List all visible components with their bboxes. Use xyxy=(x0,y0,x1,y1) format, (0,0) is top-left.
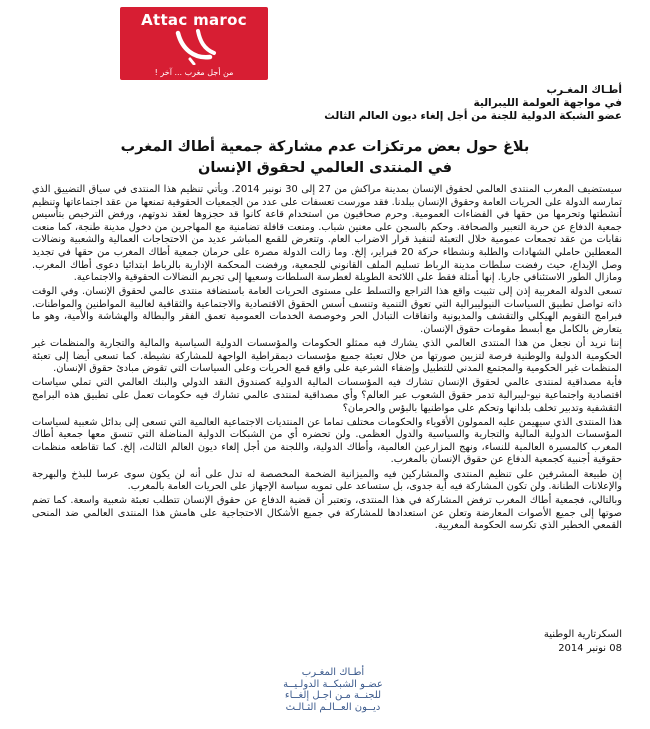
document-body xyxy=(32,184,622,535)
body-paragraph: سيستضيف المغرب المنتدى العالمي لحقوق الإنسان بمدينة مراكش من 27 إلى 30 نونبر 2014. ويأتي تنظيم هذا المنتدى في سياق التضييق الذي تمارسه الدولة على الحريات العامة وحقوق الإنسان ببلدنا. فقد مورست تعسفات على عدد من الجمعيات الحقوقية تمنعها من عقد اجتماعاتها وتنظيم أنشطتها وتحرمها من حقها في الفضاءات العمومية. وحرم صحافيون من استخدام قاعة كانوا قد حجزوها لعقد ندوتهم، ورفض الترخيص بتأسيس جمعية الدفاع عن حرية التعبير والصحافة. وحكم بالسجن على مغنين شباب. ومنعت قافلة تضامنية مع المهاجرين من دخول مدينة طنجة، كما منعت نقابات من عقد تجمعات عمومية خلال التعبئة لتنفيذ قرار الاضراب العام. وتتعرض للقمع المباشر عديد من الاحتجاجات العمالية والشعبية ونضالات المعطلين حاملي الشهادات والطلبة ونشطاء حركة 20 فبراير، إلخ. وما زالت الدولة مصرة على حرمان جمعية أطاك المغرب من حقها في تجديد وصل الإيداع، حيث رفضت سلطات مدينة الرباط تسليم الملف القانوني للجمعية، ورفضت المحكمة الإدارية بالرباط ابتدائيا دعوى أطاك المغرب. ومازال الطور الاستئنافي جاريا. إنها أمثلة فقط على اللائحة الطويلة لغطرسة السلطات وسعيها إلى تجريم النضالات الحقوقية والاجتماعية. xyxy=(32,184,622,284)
title-line: في المنتدى العالمي لحقوق الإنسان xyxy=(197,160,453,176)
document-title xyxy=(60,137,590,179)
stamp-line: عضـو الشبكــة الدولـيــة xyxy=(283,678,383,690)
organization-stamp xyxy=(258,667,408,723)
organization-header xyxy=(202,84,622,123)
header-line: عضو الشبكة الدولية للجنة من أجل إلغاء ديون العالم الثالث xyxy=(324,110,622,122)
body-paragraph: تسعى الدولة المغربية إذن إلى تثبيت واقع هذا التراجع والتسلط على مستوى الحريات العامة باستضافة منتدى عالمي لحقوق الإنسان. وفي الوقت ذاته تواصل تطبيق السياسات النيوليبرالية التي تعوق التنمية وتنسف أسس الحقوق الاقتصادية والاجتماعية والثقافية لغالبية المواطنين والمواطنات. فبرامج التقويم الهيكلي والتقشف والمديونية واتفاقات التبادل الحر وخوصصة الخدمات العمومية تعمق الفقر والبطالة والهشاشة والأمية، وهو ما يتعارض بالكامل مع أبسط مقومات حقوق الإنسان. xyxy=(32,286,622,336)
stamp-line: للجنــة مـن اجـل إلغــاء xyxy=(284,690,382,701)
body-paragraph: هذا المنتدى الذي سيهيمن عليه الممولون الأقوياء والحكومات مختلف تماما عن المنتديات الاجتماعية العالمية التي تسعى إلى بدائل شعبية لسياسات المؤسسات الدولية المالية والتجارية والسياسية والدول العظمى. ولن تحضره أي من الشبكات الدولية المناضلة التي تنسق معها جمعية أطاك المغرب كالمسيرة العالمية للنساء، ونهج المزارعين العالمية، وأطاك الدولية، واللجنة من أجل إلغاء ديون العالم الثالث، إلخ. كما تقاطعه منظمات حقوقية أجنبية كجمعية الدفاع عن حقوق الإنسان بالمغرب. xyxy=(32,416,622,466)
body-paragraph: إننا نريد أن نجعل من هذا المنتدى العالمي الذي يشارك فيه ممثلو الحكومات والمؤسسات الدولية السياسية والمالية والتجارية والمنظمات غير الحكومية الدولية والوطنية فرصة لتزيين صورتها من خلال تعبئة جميع مؤسسات ديمقراطية الواجهة للمشاركة نشيطة. كما تسعى أيضا إلى تعبئة المنظمات غير الحكومية والمجتمع المدني للتطبيل وإضفاء الشرعية على واقع قمع الحريات وعلى السياسات التي تقوض مبادئ حقوق الإنسان. xyxy=(32,338,622,375)
logo-tagline: من أجل مغرب ... آخر ! xyxy=(154,68,234,77)
document-date: 08 نونبر 2014 xyxy=(558,643,622,654)
body-paragraph: إن طبيعة المشرفين على تنظيم المنتدى والمشاركين فيه والميزانية الضخمة المخصصة له تدل على أنه لن يكون سوى عرسا للبذخ والبهرجة والإعلانات الطنانة. ولن تكون المشاركة فيه أية جدوى، بل ستساعد على تمويه سياسة الإجهاز على الحريات العامة بالمغرب. xyxy=(32,468,622,493)
header-line: في مواجهة العولمة الليبرالية xyxy=(473,97,622,109)
header-line: أطـاك المغـرب xyxy=(546,84,622,96)
secretariat-label: السكرتارية الوطنية xyxy=(543,629,622,640)
title-line: بلاغ حول بعض مرتكزات عدم مشاركة جمعية أطاك المغرب xyxy=(120,139,530,155)
stamp-line: ديــون العــالـم الثـالـث xyxy=(285,701,381,713)
attac-maroc-logo xyxy=(120,7,268,80)
body-paragraph: وبالتالي، فجمعية أطاك المغرب ترفض المشاركة في هذا المنتدى، وتعتبر أن قضية الدفاع عن حقوق الإنسان تتطلب تعبئة شعبية واسعة. كما تضم صوتها إلى جميع الأصوات المعارضة وتعلن عن استعدادها للمشاركة في جميع الأشكال الاحتجاجية على هامش هذا المنتدى العالمي ضد المنحى القمعي الخطير الذي تكرسه الحكومة المغربية. xyxy=(32,495,622,532)
stamp-line: أطـاك المغـرب xyxy=(301,667,365,678)
body-paragraph: فأية مصداقية لمنتدى عالمي لحقوق الإنسان تشارك فيه المؤسسات المالية الدولية كصندوق النقد الدولي والبنك العالمي التي تملي سياسات اقتصادية واجتماعية نيو-ليبرالية تدمر حقوق الشعوب عبر العالم؟ وأي مصداقية لمنتدى عالمي تشارك فيه حكومات تعمل على تطبيق هذه البرامج التقشفية وتدبير تخلف بلدانها وتحكم على مواطنيها بالبؤس والحرمان؟ xyxy=(32,377,622,414)
signature-block xyxy=(544,628,622,656)
logo-emblem-icon xyxy=(164,29,224,65)
logo-name: Attac maroc xyxy=(141,11,247,29)
